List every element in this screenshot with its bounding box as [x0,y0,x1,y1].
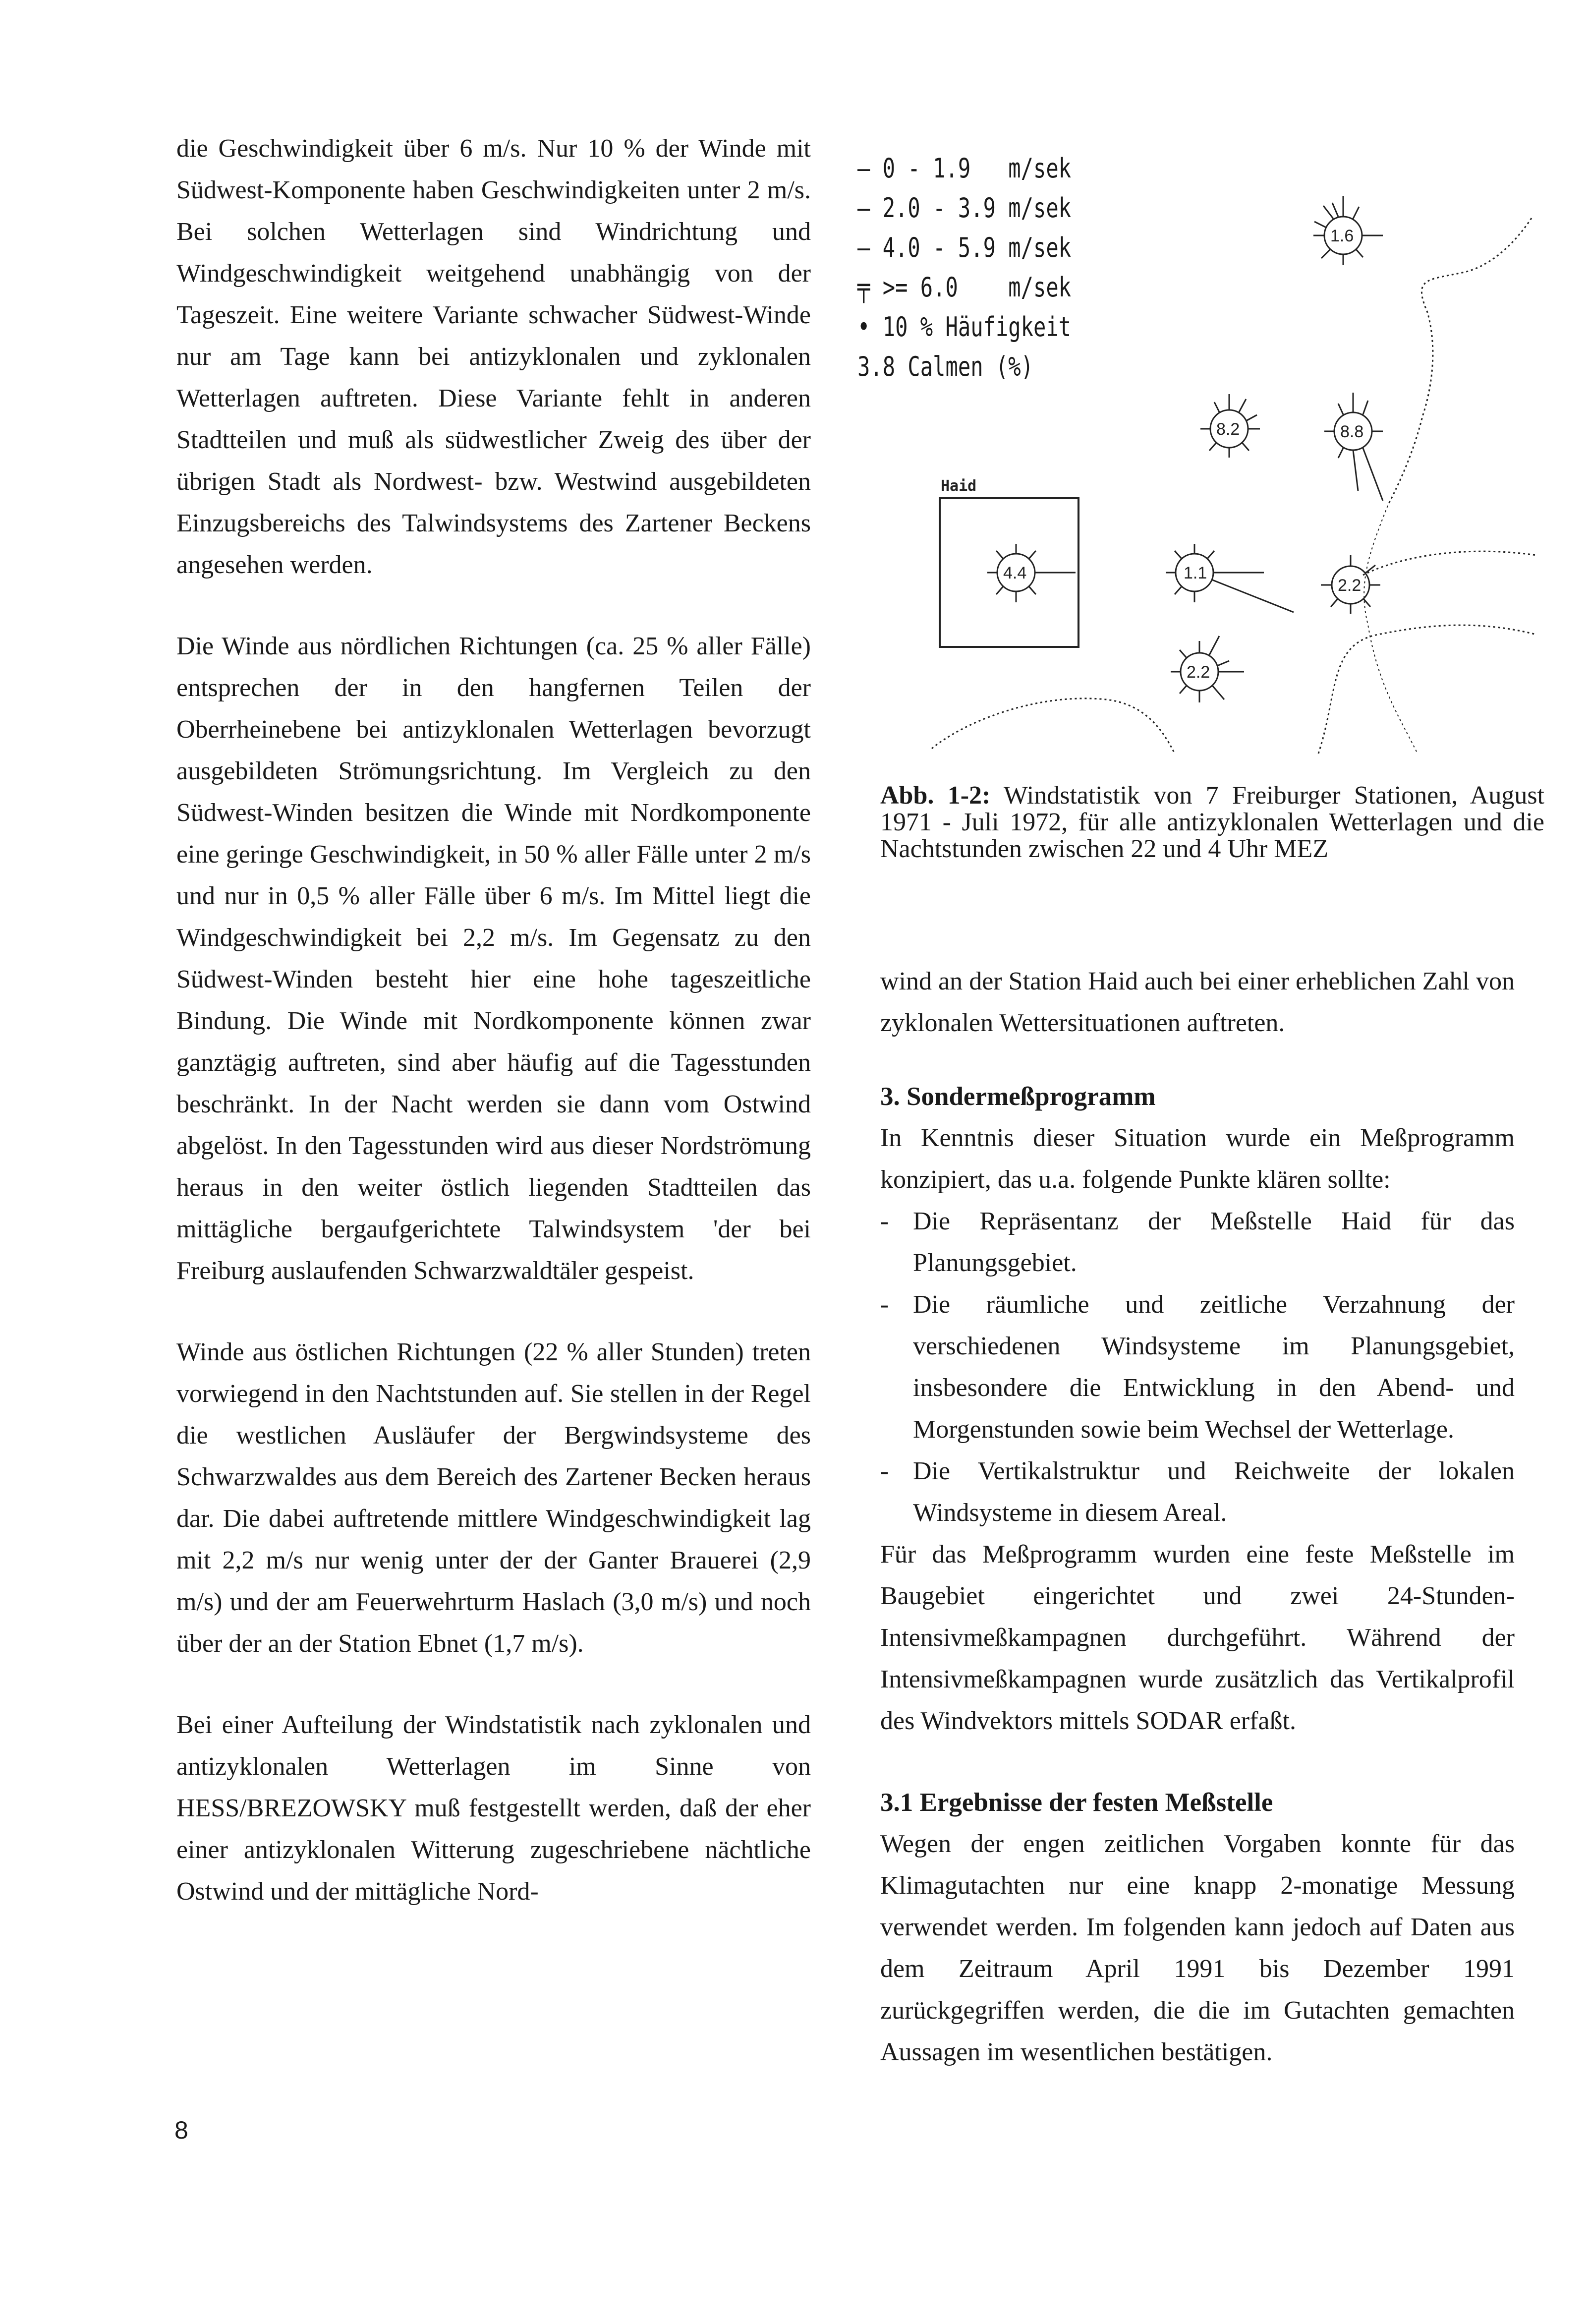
caption-label: Abb. 1-2: [880,781,991,810]
haid-label: Haid [941,477,977,495]
list-item: - Die Repräsentanz der Meßstelle Haid für das Planungsgebiet. [880,1207,1515,1277]
svg-text:2.2: 2.2 [1338,576,1362,595]
left-paragraph-3: Winde aus östlichen Richtungen (22 % aller Stunden) treten vorwiegend in den Nachtstunden auf. Sie stellen in der Regel die westlichen Ausläufer der Bergwindsysteme des Schwarzwaldes aus dem Bereich des Zartener Becken heraus dar. Die dabei auftretende mittlere Windgeschwindigkeit lag mit 2,2 m/s nur wenig unter der der Ganter Brauerei (2,9 m/s) und der am Feuerwehrturm Haslach (3,0 m/s) und noch über der an der Station Ebnet (1,7 m/s). [176,1338,811,1658]
left-paragraph-2: Die Winde aus nördlichen Richtungen (ca. 25 % aller Fälle) entsprechen der in den hangfernen Teilen der Oberrheinebene bei antizyklonalen Wetterlagen bevorzugt ausgebildeten Strömungsrichtung. Im Vergleich zu den Südwest-Winden besitzen die Winde mit Nordkomponente eine geringe Geschwindigkeit, in 50 % aller Fälle unter 2 m/s und nur in 0,5 % aller Fälle über 6 m/s. Im Mittel liegt die Windgeschwindigkeit bei 2,2 m/s. Im Gegensatz zu den Südwest-Winden besteht hier eine hohe tageszeitliche Bindung. Die Winde mit Nordkomponente können zwar ganztägig auftreten, sind aber häufig auf die Tagesstunden beschränkt. In der Nacht werden sie dann vom Ostwind abgelöst. In den Tagesstunden wird aus dieser Nordströmung heraus in den weiter östlich liegenden Stadtteilen das mittägliche bergaufgerichtete Talwindsystem 'der bei Freiburg auslaufenden Schwarzwaldtäler gespeist. [176,632,811,1285]
legend-line: — 4.0 - 5.9 m/sek [857,232,1072,263]
station-4-4 [987,544,1076,602]
list-item: - Die Vertikalstruktur und Reichweite der lokalen Windsysteme in diesem Areal. [880,1457,1515,1527]
legend-line: — 2.0 - 3.9 m/sek [857,192,1072,224]
section-heading-3: 3. Sondermeßprogramm [880,1082,1156,1111]
station-2-2-east [1321,555,1380,614]
right-paragraph-3: Für das Meßprogramm wurden eine feste Meßstelle im Baugebiet eingerichtet und zwei 24-Stunden-Intensivmeßkampagnen durchgeführt. Während der Intensivmeßkampagnen wurde zusätzlich das Vertikalprofil des Windvektors mittels SODAR erfaßt. [880,1540,1515,1735]
station-8-8 [1324,393,1383,501]
caption-text: Windstatistik von 7 Freiburger Stationen, August 1971 - Juli 1972, für alle antizyklonalen Wetterlagen und die Nachtstunden zwischen 22 und 4 Uhr MEZ [880,781,1545,863]
legend-line: ╤ >= 6.0 m/sek [857,272,1072,303]
list-item: - Die räumliche und zeitliche Verzahnung der verschiedenen Windsysteme im Planungsgebiet, insbesondere die Entwicklung in den Abend- und Morgenstunden sowie beim Wechsel der Wetterlage. [880,1290,1515,1444]
legend-line: — 0 - 1.9 m/sek [857,153,1072,184]
wind-station-map [843,149,1546,773]
left-paragraph-4: Bei einer Aufteilung der Windstatistik nach zyklonalen und antizyklonalen Wetterlagen im Sinne von HESS/BREZOWSKY muß festgestellt werden, daß der eher einer antizyklonalen Witterung zugeschriebene nächtliche Ostwind und der mittägliche Nord- [176,1711,811,1906]
svg-text:1.1: 1.1 [1184,564,1207,582]
bullet-list [880,1201,1515,1534]
svg-text:1.6: 1.6 [1330,227,1354,245]
station-1-1 [1166,544,1294,612]
svg-text:8.2: 8.2 [1216,420,1240,439]
right-paragraph-1: wind an der Station Haid auch bei einer erheblichen Zahl von zyklonalen Wettersituationen auftreten. [880,967,1515,1037]
station-2-2-south [1171,636,1244,702]
right-column [880,961,1515,2073]
figure-caption [880,782,1544,863]
section-heading-3-1: 3.1 Ergebnisse der festen Meßstelle [880,1788,1273,1817]
left-paragraph-1: die Geschwindigkeit über 6 m/s. Nur 10 % der Winde mit Südwest-Komponente haben Geschwindigkeiten unter 2 m/s. Bei solchen Wetterlagen sind Windrichtung und Windgeschwindigkeit weitgehend unabhängig von der Tageszeit. Eine weitere Variante schwacher Südwest-Winde nur am Tage kann bei antizyklonalen und zyklonalen Wetterlagen auftreten. Diese Variante fehlt in anderen Stadtteilen und muß als südwestlicher Zweig des über der übrigen Stadt als Nordwest- bzw. Westwind ausgebildeten Einzugsbereichs des Talwindsystems des Zartener Beckens angesehen werden. [176,134,811,579]
station-1-6 [1313,196,1383,265]
right-paragraph-2: In Kenntnis dieser Situation wurde ein Meßprogramm konzipiert, das u.a. folgende Punkte klären sollte: [880,1124,1515,1194]
station-8-2 [1200,394,1260,458]
legend-line: 3.8 Calmen (%) [857,351,1034,382]
svg-text:2.2: 2.2 [1187,663,1210,682]
right-paragraph-4: Wegen der engen zeitlichen Vorgaben konnte für das Klimagutachten nur eine knapp 2-monatige Messung verwendet werden. Im folgenden kann jedoch auf Daten aus dem Zeitraum April 1991 bis Dezember 1991 zurückgegriffen werden, die die im Gutachten gemachten Aussagen im wesentlichen bestätigen. [880,1830,1515,2066]
svg-text:8.8: 8.8 [1340,422,1364,441]
left-column [176,128,811,1913]
svg-text:4.4: 4.4 [1003,564,1027,582]
legend-line: • 10 % Häufigkeit [857,311,1072,343]
page-number: 8 [174,2116,188,2144]
